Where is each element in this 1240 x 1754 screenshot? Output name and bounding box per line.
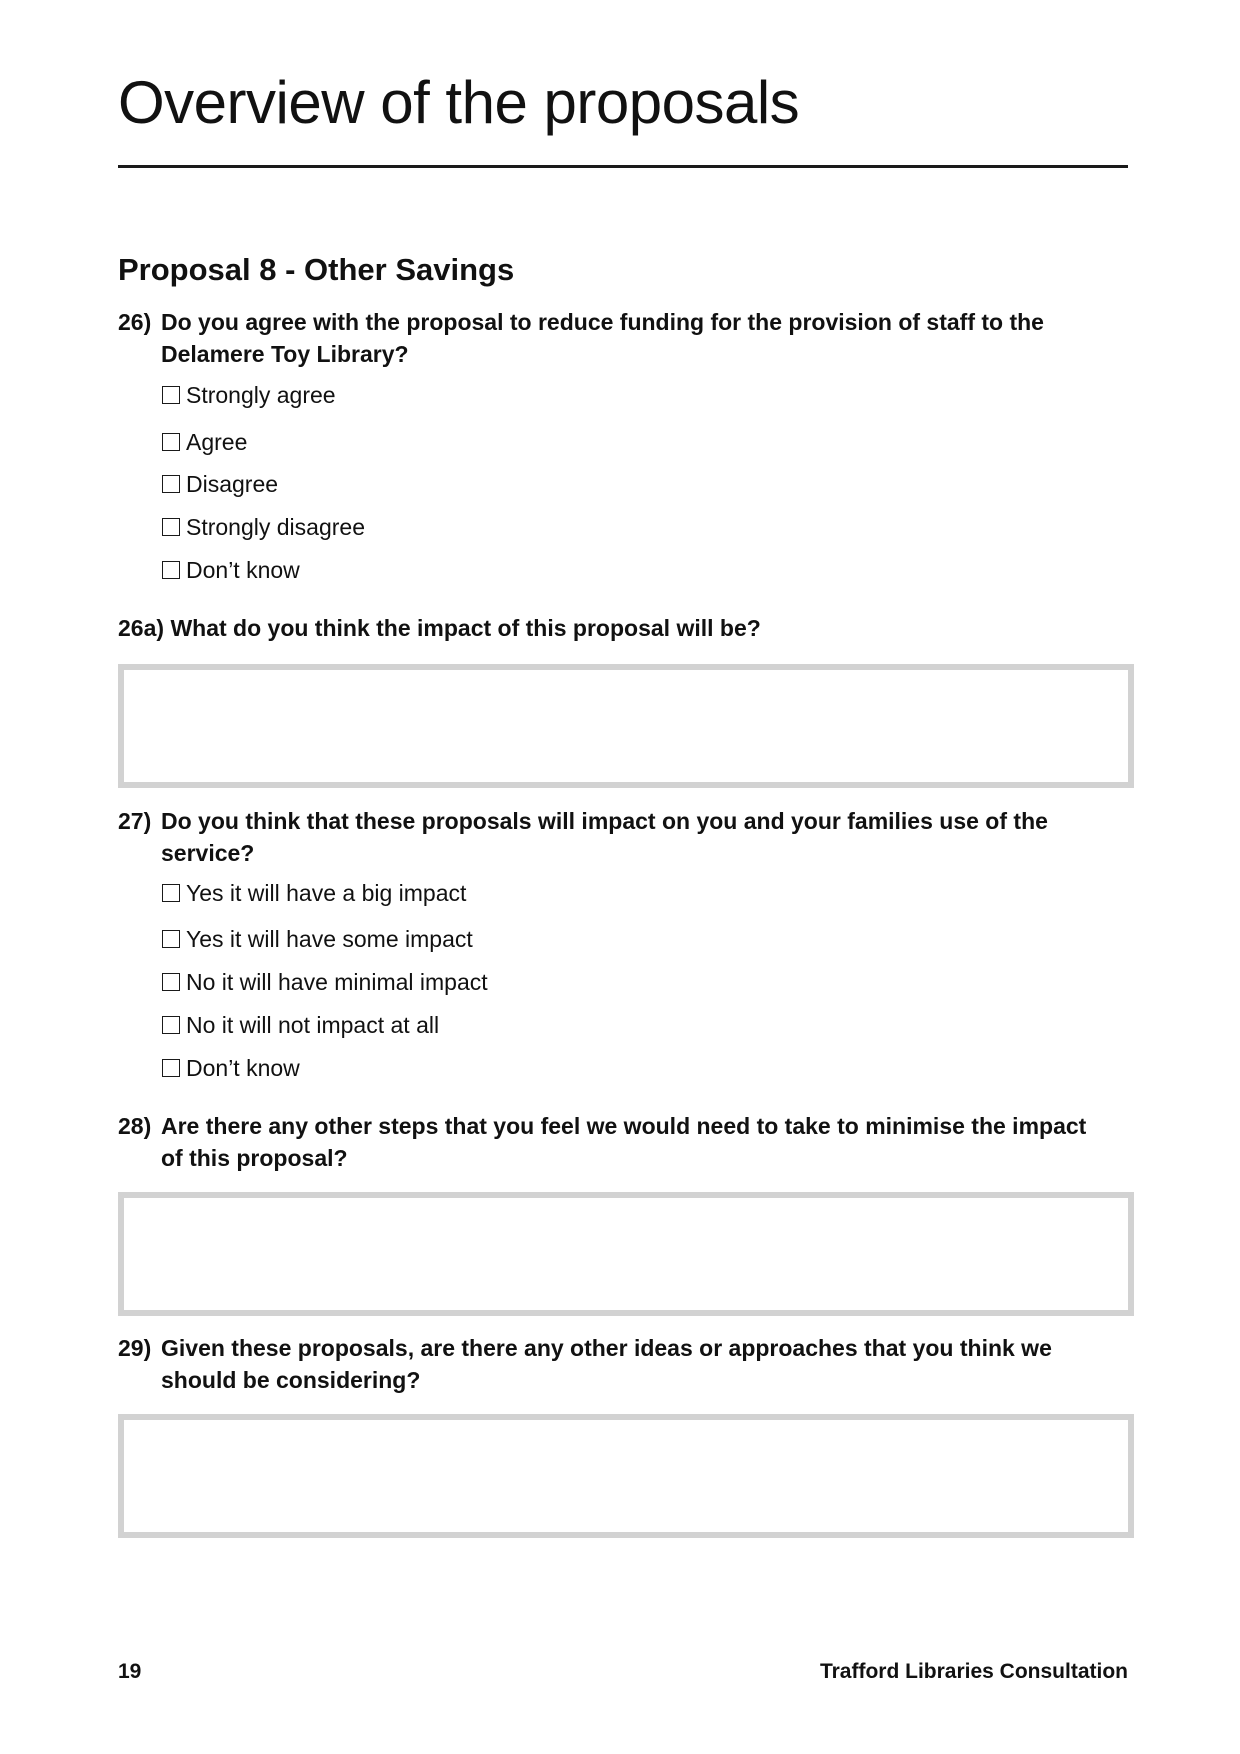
option-label: Don’t know (186, 1054, 300, 1081)
option-label: Yes it will have some impact (186, 925, 473, 952)
checkbox-icon[interactable] (162, 1016, 180, 1034)
question-number: 26) (118, 309, 152, 335)
option-label: No it will not impact at all (186, 1011, 440, 1038)
question-number: 29) (118, 1335, 152, 1361)
option-label: Strongly disagree (186, 513, 365, 540)
option-label: Strongly agree (186, 381, 336, 408)
checkbox-icon[interactable] (162, 973, 180, 991)
checkbox-icon[interactable] (162, 561, 180, 579)
checkbox-icon[interactable] (162, 433, 180, 451)
question-26a (118, 612, 1128, 644)
section-heading: Proposal 8 - Other Savings (118, 252, 515, 287)
question-27 (118, 805, 1128, 869)
checkbox-icon[interactable] (162, 475, 180, 493)
checkbox-icon[interactable] (162, 386, 180, 404)
question-text: Do you think that these proposals will impact on you and your families use of the (161, 808, 1048, 834)
q26a-answer-box[interactable] (118, 664, 1134, 788)
q29-answer-box[interactable] (118, 1414, 1134, 1538)
q27-option-dont-know[interactable] (162, 1054, 300, 1082)
q27-option-big-impact[interactable] (162, 879, 466, 907)
question-number: 27) (118, 808, 152, 834)
question-text: What do you think the impact of this proposal will be? (170, 615, 761, 641)
question-28 (118, 1110, 1128, 1174)
option-label: Yes it will have a big impact (186, 879, 467, 906)
question-text: Do you agree with the proposal to reduce funding for the provision of staff to the (161, 309, 1044, 335)
q28-answer-box[interactable] (118, 1192, 1134, 1316)
option-label: Don’t know (186, 556, 300, 583)
question-text-continued: Delamere Toy Library? (161, 341, 409, 367)
question-number: 26a) (118, 615, 165, 641)
document-title: Trafford Libraries Consultation (819, 1660, 1128, 1683)
page-title: Overview of the proposals (118, 69, 800, 136)
question-29 (118, 1332, 1128, 1396)
option-label: Disagree (186, 470, 279, 497)
option-label: No it will have minimal impact (186, 968, 488, 995)
page-number: 19 (118, 1660, 142, 1683)
question-26 (118, 306, 1128, 370)
option-label: Agree (186, 428, 248, 455)
q26-option-agree[interactable] (162, 428, 247, 456)
q27-option-some-impact[interactable] (162, 925, 473, 953)
q26-option-strongly-disagree[interactable] (162, 513, 365, 541)
question-text: Given these proposals, are there any other ideas or approaches that you think we (161, 1335, 1052, 1361)
checkbox-icon[interactable] (162, 884, 180, 902)
q27-option-no-impact[interactable] (162, 1011, 439, 1039)
question-number: 28) (118, 1113, 152, 1139)
title-divider (118, 165, 1128, 168)
q26-option-disagree[interactable] (162, 470, 278, 498)
checkbox-icon[interactable] (162, 518, 180, 536)
question-text: Are there any other steps that you feel we would need to take to minimise the impact (161, 1113, 1087, 1139)
q26-option-strongly-agree[interactable] (162, 381, 336, 409)
q27-option-minimal-impact[interactable] (162, 968, 488, 996)
q26-option-dont-know[interactable] (162, 556, 300, 584)
question-text-continued: should be considering? (161, 1367, 421, 1393)
question-text-continued: service? (161, 840, 255, 866)
checkbox-icon[interactable] (162, 1059, 180, 1077)
question-text-continued: of this proposal? (161, 1145, 348, 1171)
checkbox-icon[interactable] (162, 930, 180, 948)
